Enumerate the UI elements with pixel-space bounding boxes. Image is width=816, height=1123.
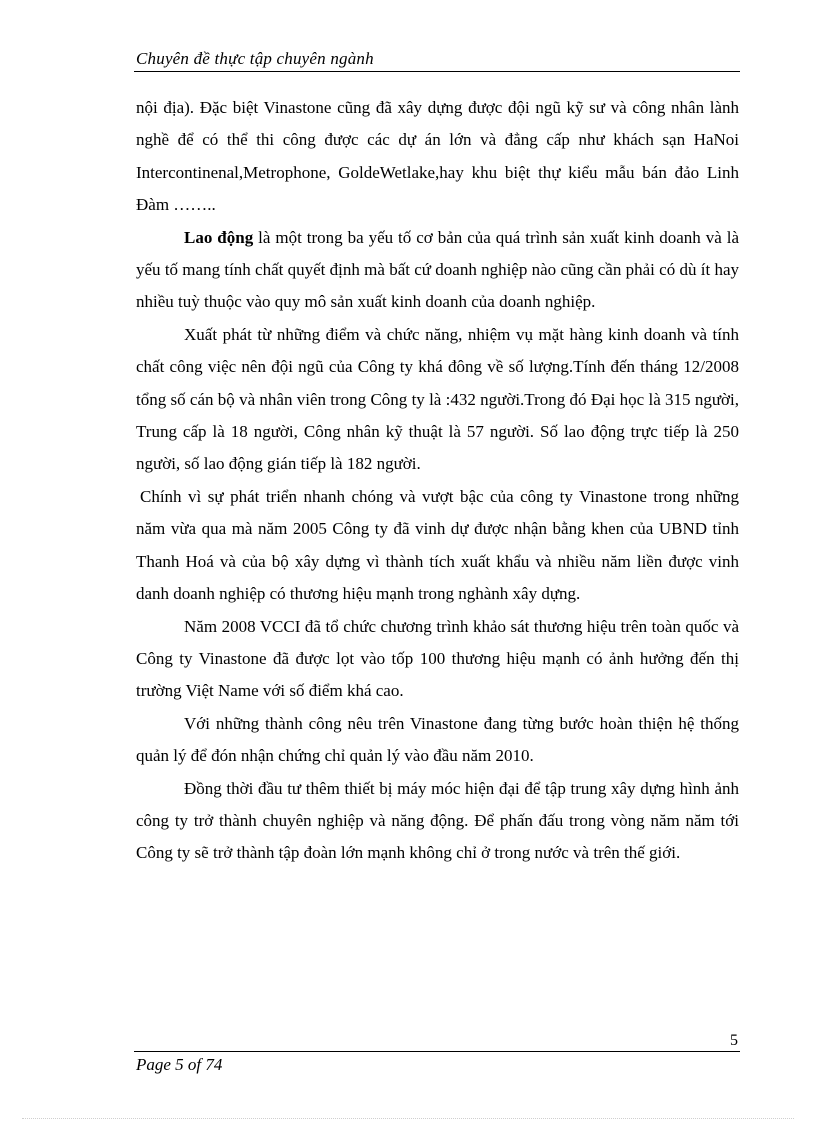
paragraph-2-text: là một trong ba yếu tố cơ bản của quá trình sản xuất kinh doanh và là yếu tố mang tính chất quyết định mà bất cứ doanh nghiệp nào cũng cần phải có dù ít hay nhiều tuỳ thuộc vào quy mô sản xuất kinh doanh của doanh nghiệp. (136, 227, 740, 312)
paragraph-3: Xuất phát từ những điểm và chức năng, nhiệm vụ mặt hàng kinh doanh và tính chất công việc nên đội ngũ của Công ty khá đông về số lượng.Tính đến tháng 12/2008 tổng số cán bộ và nhân viên trong Công ty là :432 người.Trong đó Đại học là 315 người, Trung cấp là 18 người, Công nhân kỹ thuật là 57 người. Số lao động trực tiếp là 250 người, số lao động gián tiếp là 182 người. (136, 324, 739, 474)
header-rule (134, 71, 740, 72)
footer-rule (134, 1051, 740, 1052)
paragraph-5: Năm 2008 VCCI đã tổ chức chương trình khảo sát thương hiệu trên toàn quốc và Công ty Vinastone đã được lọt vào tốp 100 thương hiệu mạnh có ảnh hưởng đến thị trường Việt Name với số điểm khá cao. (136, 616, 739, 701)
page-bottom-edge (22, 1118, 794, 1119)
running-header-title: Chuyên đề thực tập chuyên ngành (136, 49, 374, 68)
paragraph-1: nội địa). Đặc biệt Vinastone cũng đã xây dựng được đội ngũ kỹ sư và công nhân lành nghề để có thể thi công được các dự án lớn và đẳng cấp như khách sạn HaNoi Intercontinenal,Metrophone, GoldeWetlake,hay khu biệt thự kiểu mẫu bán đảo Linh Đàm …….. (136, 98, 739, 215)
paragraph-2 (136, 222, 739, 319)
paragraph-4: Chính vì sự phát triển nhanh chóng và vượt bậc của công ty Vinastone trong những năm vừa qua mà năm 2005 Công ty đã vinh dự được nhận bằng khen của UBND tỉnh Thanh Hoá và của bộ xây dựng vì thành tích xuất khẩu và nhiều năm liền được vinh danh doanh nghiệp có thương hiệu mạnh trong nghành xây dựng. (136, 486, 739, 604)
document-body (136, 92, 739, 870)
page-number: 5 (730, 1032, 738, 1049)
page-of-label: Page 5 of 74 (136, 1055, 223, 1074)
bold-term-lao-dong: Lao động (184, 227, 254, 247)
paragraph-6: Với những thành công nêu trên Vinastone đang từng bước hoàn thiện hệ thống quản lý để đón nhận chứng chỉ quản lý vào đầu năm 2010. (136, 713, 739, 766)
paragraph-7: Đồng thời đầu tư thêm thiết bị máy móc hiện đại để tập trung xây dựng hình ảnh công ty trở thành chuyên nghiệp và năng động. Để phấn đấu trong vòng năm năm tới Công ty sẽ trở thành tập đoàn lớn mạnh không chỉ ở trong nước và trên thế giới. (136, 778, 739, 863)
